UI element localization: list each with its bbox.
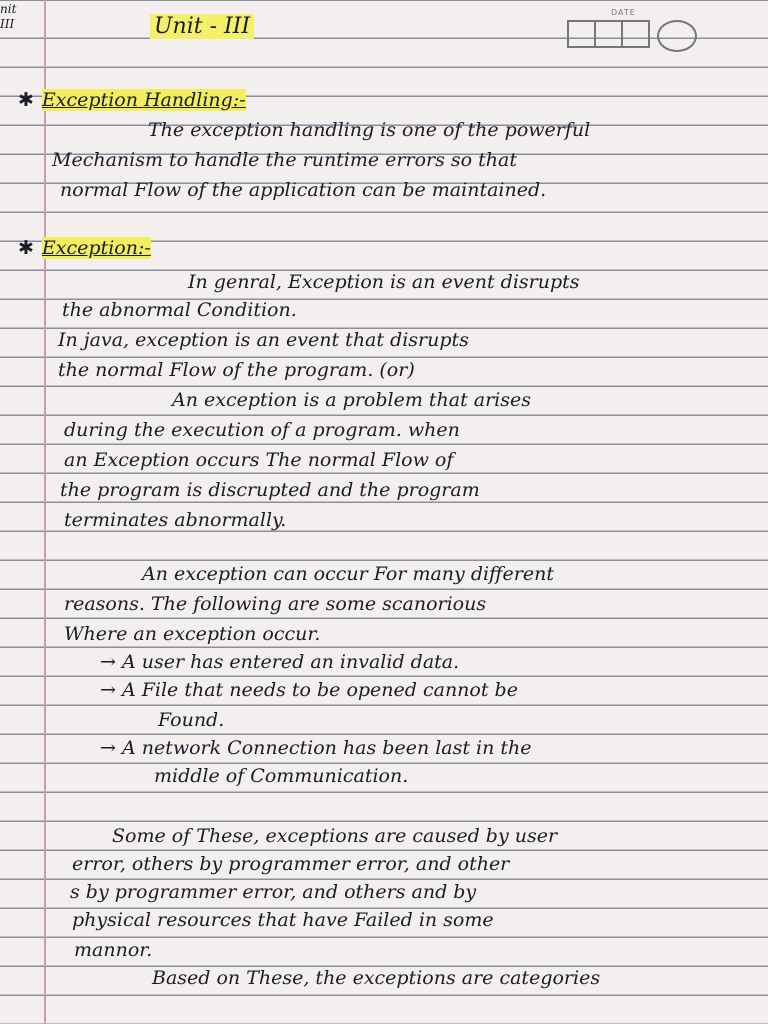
text-line: s by programmer error, and others and by <box>70 881 477 903</box>
heading-exception-handling <box>18 88 246 112</box>
text-line: mannor. <box>74 939 153 961</box>
heading-text: Exception Handling:- <box>41 89 246 111</box>
date-cell <box>567 20 596 48</box>
text-line: during the execution of a program. when <box>64 419 460 441</box>
text-line: The exception handling is one of the powerful <box>148 119 591 141</box>
side-note: nit III <box>0 2 17 31</box>
list-item: → A user has entered an invalid data. <box>100 651 460 673</box>
list-item: → A File that needs to be opened cannot be <box>100 679 518 701</box>
text-line: Based on These, the exceptions are categories <box>152 967 601 989</box>
text-line: In java, exception is an event that disrupts <box>58 329 469 351</box>
date-cells <box>567 20 648 48</box>
list-item-continued: Found. <box>158 709 225 731</box>
text-line: error, others by programmer error, and other <box>72 853 510 875</box>
text-line: physical resources that have Failed in some <box>72 909 494 931</box>
text-line: the normal Flow of the program. (or) <box>58 359 415 381</box>
text-line: the program is discrupted and the program <box>60 479 480 501</box>
text-line: An exception can occur For many different <box>142 563 554 585</box>
unit-title: Unit - III <box>150 14 254 39</box>
text-line: An exception is a problem that arises <box>172 389 531 411</box>
date-cell <box>594 20 623 48</box>
text-line: Where an exception occur. <box>64 623 321 645</box>
date-box <box>563 6 701 56</box>
star-bullet-icon: ✱ <box>18 237 34 259</box>
text-line: an Exception occurs The normal Flow of <box>64 449 454 471</box>
list-item: → A network Connection has been last in the <box>100 737 532 759</box>
date-label: DATE <box>611 8 636 17</box>
text-line: reasons. The following are some scanorious <box>64 593 487 615</box>
text-line: In genral, Exception is an event disrupts <box>188 271 580 293</box>
margin-line <box>44 0 46 1024</box>
text-line: normal Flow of the application can be maintained. <box>60 179 547 201</box>
heading-exception <box>18 236 151 260</box>
text-line: Some of These, exceptions are caused by user <box>112 825 558 847</box>
list-item-continued: middle of Communication. <box>154 765 409 787</box>
text-line: Mechanism to handle the runtime errors so that <box>52 149 517 171</box>
heading-text: Exception:- <box>41 237 151 259</box>
date-cell <box>621 20 650 48</box>
page-number-circle <box>657 20 697 52</box>
star-bullet-icon: ✱ <box>18 89 34 111</box>
text-line: the abnormal Condition. <box>62 299 297 321</box>
text-line: terminates abnormally. <box>64 509 287 531</box>
